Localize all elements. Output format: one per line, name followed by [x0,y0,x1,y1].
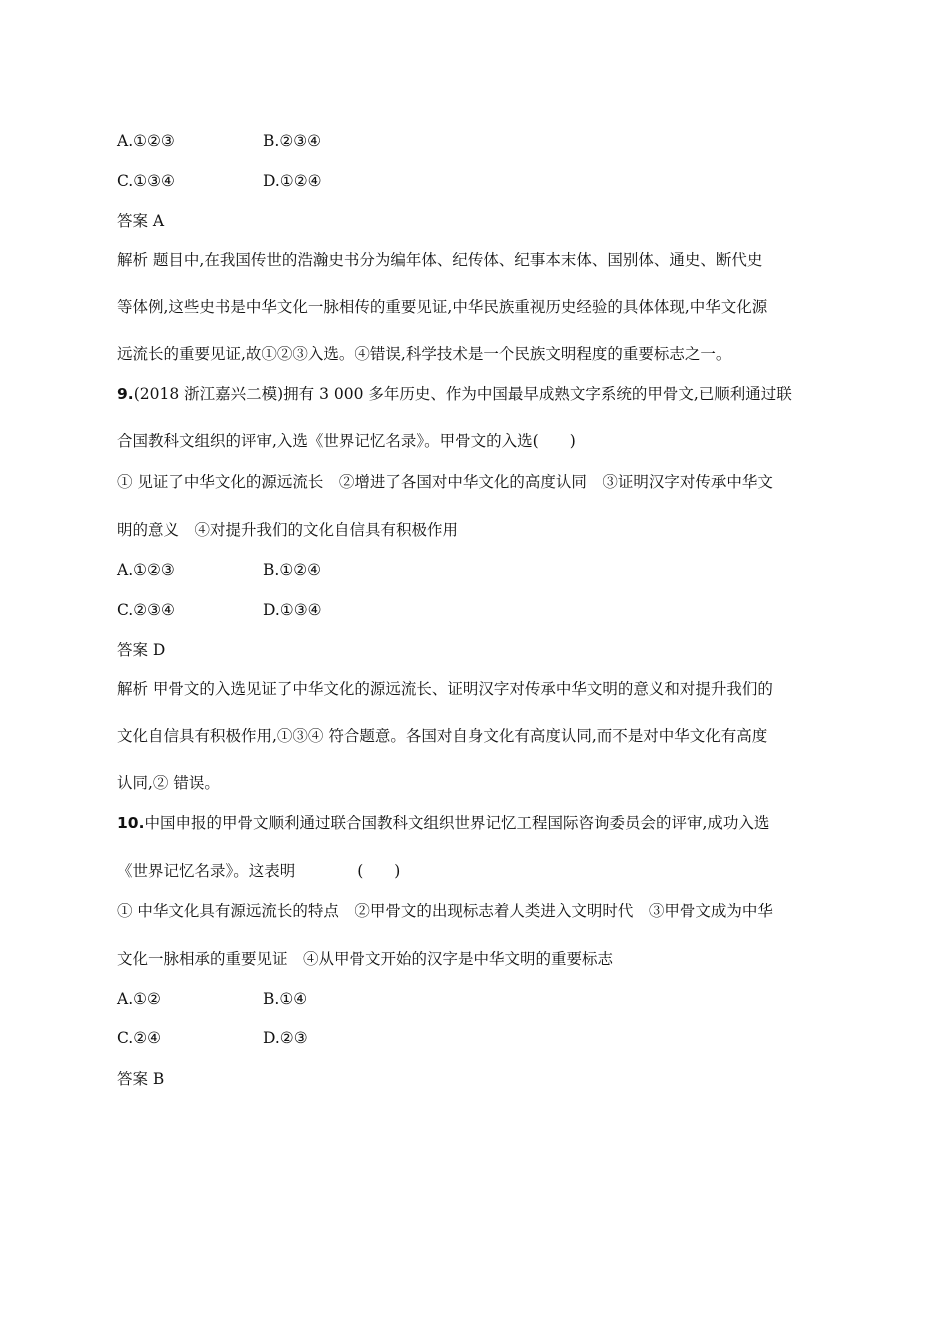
q9-stem-line-2: 合国教科文组织的评审,入选《世界记忆名录》。甲骨文的入选( ) [117,432,576,450]
q9-stem-text-1: (2018 浙江嘉兴二模)拥有 3 000 多年历史、作为中国最早成熟文字系统的甲骨文,已顺利通过联 [133,385,792,403]
q10-items-line-1: ① 中华文化具有源远流长的特点 ②甲骨文的出现标志着人类进入文明时代 ③甲骨文成为中华 [117,902,773,920]
q9-option-a: A.①②③ [117,561,175,579]
q10-number: 10. [117,814,145,832]
q9-items-line-1: ① 见证了中华文化的源远流长 ②增进了各国对中华文化的高度认同 ③证明汉字对传承中华文 [117,473,773,491]
q10-option-d: D.②③ [263,1029,308,1047]
q10-option-b: B.①④ [263,990,308,1008]
q8-option-a: A.①②③ [117,132,175,150]
q9-option-d: D.①③④ [263,601,322,619]
q10-stem-text-1: 中国申报的甲骨文顺利通过联合国教科文组织世界记忆工程国际咨询委员会的评审,成功入选 [144,814,770,832]
q8-analysis-line-1: 解析 题目中,在我国传世的浩瀚史书分为编年体、纪传体、纪事本末体、国别体、通史、断代史 [117,251,763,269]
q10-items-line-2: 文化一脉相承的重要见证 ④从甲骨文开始的汉字是中华文明的重要标志 [117,950,614,968]
q8-analysis-line-3: 远流长的重要见证,故①②③入选。④错误,科学技术是一个民族文明程度的重要标志之一。 [117,345,732,363]
q10-stem-line-1 [117,813,769,833]
q10-stem-line-2: 《世界记忆名录》。这表明 ( ) [117,862,401,880]
q9-answer: 答案 D [117,641,166,659]
q9-stem-line-1 [117,384,792,404]
q9-items-line-2: 明的意义 ④对提升我们的文化自信具有积极作用 [117,521,459,539]
q9-analysis-line-1: 解析 甲骨文的入选见证了中华文化的源远流长、证明汉字对传承中华文明的意义和对提升我们的 [117,680,773,698]
q9-number: 9. [117,385,134,403]
q10-option-c: C.②④ [117,1029,162,1047]
q9-option-c: C.②③④ [117,601,175,619]
q8-option-d: D.①②④ [263,172,322,190]
q9-option-b: B.①②④ [263,561,322,579]
q8-answer: 答案 A [117,212,165,230]
q10-answer: 答案 B [117,1070,165,1088]
q8-option-b: B.②③④ [263,132,322,150]
q8-option-c: C.①③④ [117,172,175,190]
q9-analysis-line-2: 文化自信具有积极作用,①③④ 符合题意。各国对自身文化有高度认同,而不是对中华文化有高度 [117,727,768,745]
q8-analysis-line-2: 等体例,这些史书是中华文化一脉相传的重要见证,中华民族重视历史经验的具体体现,中华文化源 [117,298,768,316]
q9-analysis-line-3: 认同,② 错误。 [117,774,220,792]
q10-option-a: A.①② [117,990,161,1008]
